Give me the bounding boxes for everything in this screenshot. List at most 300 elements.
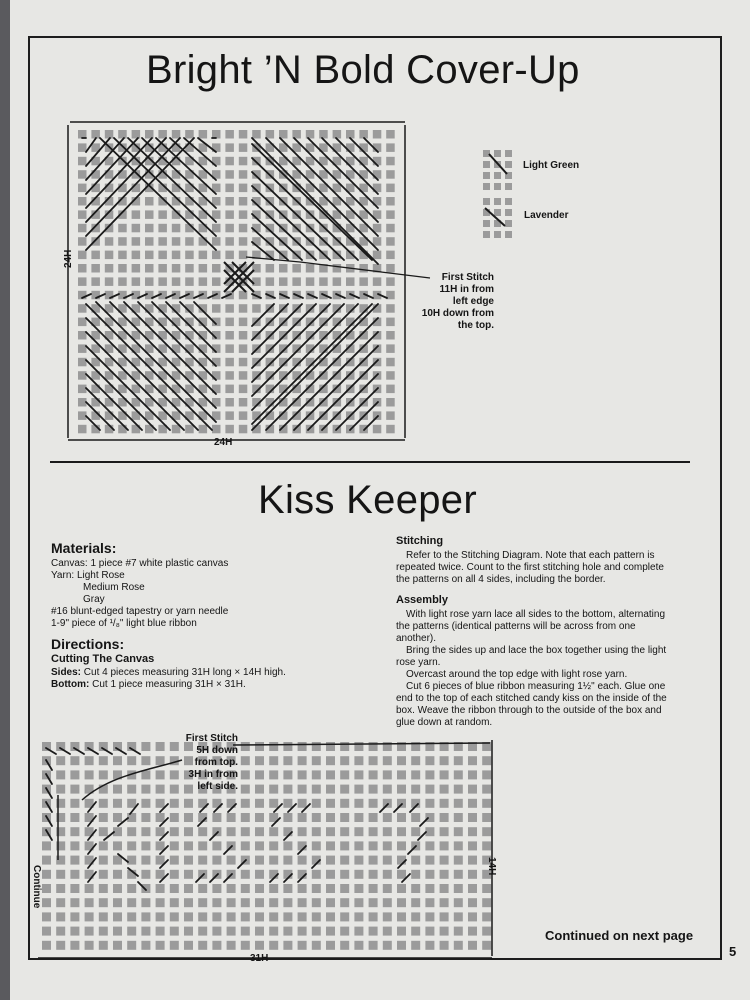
page-number: 5 [729, 944, 737, 959]
canvas-hole [172, 224, 181, 233]
assembly-line: another). [396, 633, 437, 644]
canvas-hole [397, 827, 406, 836]
canvas-hole [369, 827, 378, 836]
legend-hole [494, 183, 501, 190]
canvas-hole [359, 264, 368, 273]
stitch [266, 138, 378, 250]
canvas-hole [283, 912, 292, 921]
canvas-hole [225, 318, 234, 327]
canvas-hole [386, 210, 395, 219]
canvas-hole [239, 318, 248, 327]
canvas-hole [212, 237, 221, 246]
canvas-hole [158, 251, 167, 260]
canvas-hole [170, 827, 179, 836]
canvas-hole [105, 251, 114, 260]
canvas-hole [255, 742, 264, 751]
canvas-hole [312, 898, 321, 907]
canvas-hole [156, 941, 165, 950]
canvas-hole [306, 130, 315, 139]
canvas-hole [170, 813, 179, 822]
canvas-hole [241, 770, 250, 779]
canvas-hole [172, 264, 181, 273]
canvas-hole [369, 870, 378, 879]
canvas-hole [255, 870, 264, 879]
note-line: left side. [197, 781, 238, 792]
canvas-hole [212, 841, 221, 850]
canvas-hole [397, 785, 406, 794]
coverup-first-stitch-note [380, 272, 494, 332]
canvas-hole [227, 927, 236, 936]
canvas-hole [99, 813, 108, 822]
canvas-hole [70, 785, 79, 794]
coverup-side-dimension: 24H [63, 249, 74, 268]
continue-label: Continue [31, 865, 42, 909]
canvas-hole [255, 756, 264, 765]
assembly-line: end to the top of each stitched candy kiss on the inside of the [396, 693, 667, 704]
canvas-hole [227, 856, 236, 865]
canvas-hole [383, 927, 392, 936]
canvas-hole [292, 264, 301, 273]
canvas-hole [156, 927, 165, 936]
canvas-hole [306, 304, 315, 313]
canvas-hole [170, 927, 179, 936]
materials-heading: Materials: [51, 540, 117, 556]
canvas-hole [113, 813, 122, 822]
canvas-hole [99, 898, 108, 907]
canvas-hole [255, 898, 264, 907]
canvas-hole [91, 398, 100, 407]
canvas-hole [312, 742, 321, 751]
canvas-hole [386, 411, 395, 420]
note-line: from top. [194, 757, 238, 768]
canvas-hole [113, 898, 122, 907]
materials-line: Medium Rose [83, 582, 145, 593]
assembly-line: Bring the sides up and lace the box together using the light [406, 645, 667, 656]
canvas-hole [283, 785, 292, 794]
canvas-hole [269, 799, 278, 808]
canvas-hole [199, 425, 208, 434]
canvas-hole [185, 251, 194, 260]
canvas-hole [269, 898, 278, 907]
canvas-hole [212, 264, 221, 273]
canvas-hole [425, 898, 434, 907]
canvas-hole [340, 827, 349, 836]
canvas-hole [292, 277, 301, 286]
canvas-hole [369, 756, 378, 765]
canvas-hole [440, 856, 449, 865]
cutting-bottom [51, 679, 371, 691]
canvas-hole [70, 941, 79, 950]
canvas-hole [326, 856, 335, 865]
canvas-hole [78, 143, 87, 152]
canvas-hole [326, 870, 335, 879]
canvas-hole [283, 927, 292, 936]
canvas-hole [170, 841, 179, 850]
canvas-hole [85, 898, 94, 907]
materials-list [51, 558, 371, 630]
legend-hole [483, 198, 490, 205]
canvas-hole [225, 210, 234, 219]
canvas-hole [383, 770, 392, 779]
canvas-hole [454, 941, 463, 950]
canvas-hole [298, 927, 307, 936]
materials-line: Canvas: 1 piece #7 white plastic canvas [51, 558, 229, 569]
canvas-hole [56, 785, 65, 794]
canvas-hole [156, 799, 165, 808]
canvas-hole [468, 813, 477, 822]
canvas-hole [127, 856, 136, 865]
canvas-hole [440, 912, 449, 921]
canvas-hole [56, 870, 65, 879]
canvas-hole [184, 884, 193, 893]
canvas-hole [283, 813, 292, 822]
assembly-line: box. Weave the ribbon through to the outside of the box and [396, 705, 662, 716]
assembly-line: the patterns (identical patterns will be across from one [396, 621, 636, 632]
canvas-hole [42, 884, 51, 893]
canvas-hole [85, 770, 94, 779]
canvas-hole [212, 898, 221, 907]
canvas-hole [283, 742, 292, 751]
canvas-hole [70, 770, 79, 779]
legend-hole [505, 150, 512, 157]
canvas-hole [70, 813, 79, 822]
canvas-hole [425, 756, 434, 765]
canvas-hole [283, 856, 292, 865]
legend-hole [505, 220, 512, 227]
canvas-hole [373, 237, 382, 246]
canvas-hole [212, 884, 221, 893]
canvas-hole [354, 856, 363, 865]
canvas-hole [184, 827, 193, 836]
canvas-hole [42, 898, 51, 907]
canvas-hole [346, 143, 355, 152]
canvas-hole [440, 941, 449, 950]
canvas-hole [369, 785, 378, 794]
cutting-sides [51, 667, 371, 679]
canvas-hole [298, 742, 307, 751]
canvas-hole [241, 827, 250, 836]
canvas-hole [468, 799, 477, 808]
canvas-hole [383, 870, 392, 879]
canvas-hole [333, 385, 342, 394]
canvas-hole [397, 813, 406, 822]
canvas-hole [279, 264, 288, 273]
canvas-hole [354, 870, 363, 879]
canvas-hole [170, 912, 179, 921]
canvas-hole [239, 197, 248, 206]
canvas-hole [225, 143, 234, 152]
canvas-hole [78, 237, 87, 246]
legend-hole [494, 198, 501, 205]
canvas-hole [56, 912, 65, 921]
canvas-hole [212, 813, 221, 822]
canvas-hole [482, 841, 491, 850]
canvas-hole [425, 927, 434, 936]
canvas-hole [212, 224, 221, 233]
canvas-hole [482, 941, 491, 950]
canvas-hole [440, 870, 449, 879]
canvas-hole [269, 856, 278, 865]
canvas-hole [482, 884, 491, 893]
canvas-hole [78, 170, 87, 179]
assembly-line: Cut 6 pieces of blue ribbon measuring 1½" each. Glue one [406, 681, 666, 692]
canvas-hole [225, 304, 234, 313]
canvas-hole [298, 785, 307, 794]
canvas-hole [440, 785, 449, 794]
canvas-hole [118, 251, 127, 260]
canvas-hole [454, 785, 463, 794]
canvas-hole [241, 927, 250, 936]
canvas-hole [312, 756, 321, 765]
note-line: 5H down [196, 745, 238, 756]
canvas-hole [397, 941, 406, 950]
canvas-hole [266, 344, 275, 353]
canvas-hole [386, 425, 395, 434]
canvas-hole [141, 884, 150, 893]
canvas-hole [156, 813, 165, 822]
canvas-hole [354, 841, 363, 850]
canvas-hole [340, 770, 349, 779]
stitch [322, 374, 378, 430]
canvas-hole [283, 756, 292, 765]
canvas-hole [369, 898, 378, 907]
canvas-hole [227, 941, 236, 950]
note-line: 11H in from [439, 284, 494, 295]
canvas-hole [156, 856, 165, 865]
canvas-hole [212, 251, 221, 260]
canvas-hole [266, 130, 275, 139]
canvas-hole [141, 827, 150, 836]
canvas-hole [172, 170, 181, 179]
canvas-hole [255, 841, 264, 850]
canvas-hole [185, 277, 194, 286]
canvas-hole [454, 927, 463, 936]
canvas-hole [346, 371, 355, 380]
canvas-hole [386, 197, 395, 206]
canvas-hole [172, 277, 181, 286]
bottom-text: Cut 1 piece measuring 31H × 31H. [89, 679, 246, 690]
materials-column [51, 540, 371, 691]
canvas-hole [269, 742, 278, 751]
canvas-hole [239, 398, 248, 407]
legend-hole [483, 172, 490, 179]
legend-hole [483, 183, 490, 190]
canvas-hole [454, 799, 463, 808]
canvas-hole [225, 371, 234, 380]
canvas-hole [105, 264, 114, 273]
canvas-hole [241, 898, 250, 907]
canvas-hole [241, 742, 250, 751]
canvas-hole [386, 358, 395, 367]
canvas-hole [269, 841, 278, 850]
canvas-hole [354, 756, 363, 765]
canvas-hole [269, 770, 278, 779]
canvas-hole [440, 799, 449, 808]
canvas-hole [170, 856, 179, 865]
canvas-hole [132, 237, 141, 246]
canvas-hole [397, 870, 406, 879]
canvas-hole [411, 870, 420, 879]
canvas-hole [283, 770, 292, 779]
legend-hole [494, 209, 501, 216]
canvas-hole [145, 210, 154, 219]
canvas-hole [113, 799, 122, 808]
canvas-hole [312, 770, 321, 779]
canvas-hole [411, 927, 420, 936]
canvas-hole [269, 927, 278, 936]
canvas-hole [78, 371, 87, 380]
canvas-hole [170, 884, 179, 893]
stitching-heading: Stitching [396, 535, 444, 547]
canvas-hole [354, 898, 363, 907]
canvas-hole [440, 884, 449, 893]
canvas-hole [340, 756, 349, 765]
canvas-hole [312, 927, 321, 936]
canvas-hole [239, 157, 248, 166]
canvas-hole [118, 130, 127, 139]
canvas-hole [383, 941, 392, 950]
canvas-hole [482, 785, 491, 794]
canvas-hole [141, 813, 150, 822]
canvas-hole [269, 785, 278, 794]
canvas-hole [312, 870, 321, 879]
canvas-hole [411, 941, 420, 950]
canvas-hole [225, 398, 234, 407]
canvas-hole [255, 912, 264, 921]
canvas-hole [383, 799, 392, 808]
canvas-hole [482, 799, 491, 808]
canvas-hole [326, 785, 335, 794]
canvas-hole [184, 912, 193, 921]
canvas-hole [326, 841, 335, 850]
canvas-hole [42, 941, 51, 950]
canvas-hole [145, 197, 154, 206]
legend-hole [483, 231, 490, 238]
canvas-hole [225, 331, 234, 340]
canvas-hole [386, 170, 395, 179]
canvas-hole [269, 912, 278, 921]
canvas-hole [440, 827, 449, 836]
canvas-hole [85, 927, 94, 936]
canvas-hole [386, 237, 395, 246]
canvas-hole [468, 770, 477, 779]
canvas-hole [70, 898, 79, 907]
canvas-hole [397, 841, 406, 850]
canvas-hole [454, 770, 463, 779]
canvas-hole [266, 264, 275, 273]
canvas-hole [225, 411, 234, 420]
canvas-hole [184, 799, 193, 808]
canvas-hole [113, 756, 122, 765]
canvas-hole [411, 884, 420, 893]
canvas-hole [252, 277, 261, 286]
canvas-hole [440, 770, 449, 779]
canvas-hole [411, 785, 420, 794]
canvas-hole [340, 799, 349, 808]
canvas-hole [306, 277, 315, 286]
canvas-hole [255, 884, 264, 893]
canvas-hole [340, 870, 349, 879]
canvas-hole [42, 912, 51, 921]
stitching-line: Refer to the Stitching Diagram. Note that each pattern is [406, 550, 655, 561]
canvas-hole [454, 813, 463, 822]
canvas-hole [326, 884, 335, 893]
canvas-hole [70, 884, 79, 893]
canvas-hole [255, 827, 264, 836]
canvas-hole [99, 870, 108, 879]
legend-hole [483, 161, 490, 168]
canvas-hole [239, 184, 248, 193]
canvas-hole [269, 827, 278, 836]
section1-title: Bright ’N Bold Cover-Up [146, 48, 580, 92]
legend-hole [494, 231, 501, 238]
note-line: 3H in from [188, 769, 238, 780]
canvas-hole [383, 912, 392, 921]
canvas-hole [227, 827, 236, 836]
canvas-hole [118, 237, 127, 246]
canvas-hole [99, 770, 108, 779]
canvas-hole [184, 898, 193, 907]
canvas-hole [326, 756, 335, 765]
canvas-hole [279, 331, 288, 340]
canvas-hole [78, 304, 87, 313]
canvas-hole [425, 813, 434, 822]
canvas-hole [411, 770, 420, 779]
canvas-hole [127, 827, 136, 836]
canvas-hole [42, 841, 51, 850]
canvas-hole [454, 898, 463, 907]
canvas-hole [212, 277, 221, 286]
canvas-hole [283, 898, 292, 907]
canvas-hole [411, 756, 420, 765]
canvas-hole [283, 799, 292, 808]
canvas-hole [482, 813, 491, 822]
canvas-hole [252, 304, 261, 313]
canvas-hole [78, 157, 87, 166]
canvas-hole [312, 785, 321, 794]
canvas-hole [172, 130, 181, 139]
canvas-hole [298, 827, 307, 836]
canvas-hole [255, 799, 264, 808]
canvas-hole [225, 130, 234, 139]
canvas-hole [298, 941, 307, 950]
section2-title: Kiss Keeper [258, 478, 477, 522]
canvas-hole [283, 841, 292, 850]
canvas-hole [425, 941, 434, 950]
canvas-hole [386, 398, 395, 407]
assembly-line: rose yarn. [396, 657, 441, 668]
canvas-hole [42, 927, 51, 936]
canvas-hole [383, 841, 392, 850]
canvas-hole [56, 884, 65, 893]
canvas-hole [241, 785, 250, 794]
canvas-hole [239, 371, 248, 380]
canvas-hole [411, 827, 420, 836]
canvas-hole [78, 224, 87, 233]
canvas-hole [198, 884, 207, 893]
canvas-hole [241, 912, 250, 921]
canvas-hole [141, 841, 150, 850]
canvas-hole [225, 157, 234, 166]
canvas-hole [340, 898, 349, 907]
canvas-hole [241, 870, 250, 879]
sides-label: Sides: [51, 667, 82, 678]
canvas-hole [340, 841, 349, 850]
canvas-hole [283, 884, 292, 893]
canvas-hole [145, 224, 154, 233]
canvas-hole [70, 912, 79, 921]
canvas-hole [239, 224, 248, 233]
